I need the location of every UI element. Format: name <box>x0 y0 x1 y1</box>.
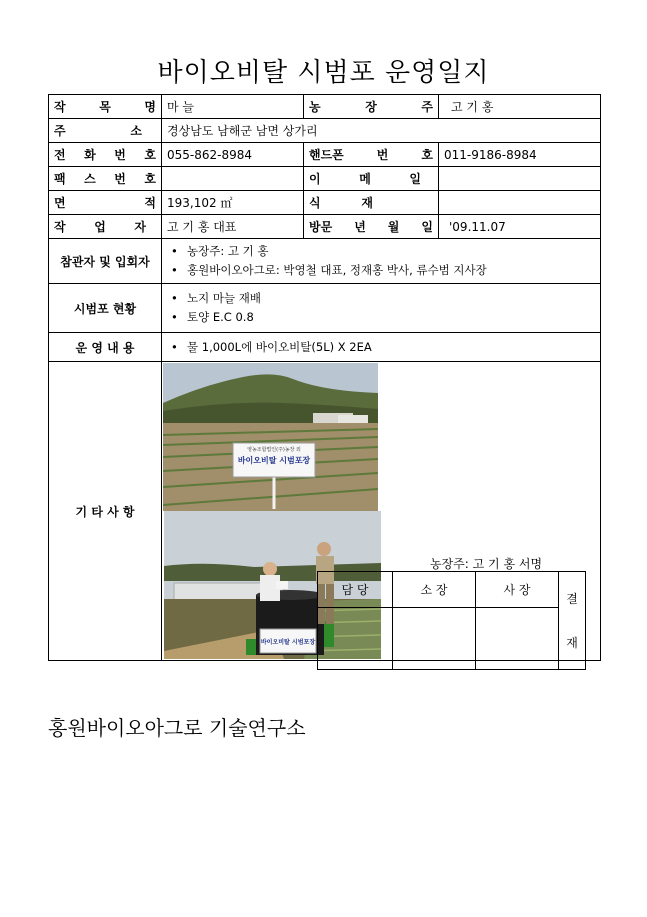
fax-label: 팩 스 번 호 <box>49 167 162 191</box>
fax-value <box>162 167 304 191</box>
owner-value: 고 기 홍 <box>439 95 601 119</box>
approval-sign-1[interactable] <box>318 608 393 670</box>
list-item: • 토양 E.C 0.8 <box>171 308 595 327</box>
owner-label: 농 장 주 <box>304 95 439 119</box>
approval-sign-2[interactable] <box>393 608 476 670</box>
worker-value: 고 기 홍 대표 <box>162 215 304 239</box>
list-item: • 물 1,000L에 바이오비탈(5L) X 2EA <box>171 338 595 357</box>
planting-label: 식 재 <box>304 191 439 215</box>
worker-label: 작 업 자 <box>49 215 162 239</box>
list-item: • 노지 마늘 재배 <box>171 289 595 308</box>
area-value: 193,102 ㎡ <box>162 191 304 215</box>
participants-value <box>162 239 601 284</box>
field-sign-title: 바이오비탈 시범포장 <box>237 456 311 465</box>
planting-value <box>439 191 601 215</box>
participants-label: 참관자 및 입회자 <box>49 239 162 284</box>
email-value <box>439 167 601 191</box>
page-title: 바이오비탈 시범포 운영일지 <box>157 58 490 88</box>
email-label: 이 메 일 <box>304 167 439 191</box>
list-item: • 홍원바이오아그로: 박영철 대표, 정재홍 박사, 류수범 지사장 <box>171 261 595 280</box>
approval-col-3: 사 장 <box>476 572 559 608</box>
approval-col-2: 소 장 <box>393 572 476 608</box>
tank-sign-text: 바이오비탈 시범포장 <box>260 639 316 646</box>
status-label: 시범포 현황 <box>49 284 162 333</box>
list-item: • 농장주: 고 기 홍 <box>171 242 595 261</box>
participants-list <box>167 242 595 280</box>
area-label: 면 적 <box>49 191 162 215</box>
owner-signature: 농장주: 고 기 홍 서명 <box>430 557 543 571</box>
label-crop: 작 목 명 <box>54 100 156 114</box>
approval-table <box>317 571 586 670</box>
phone-label: 전 화 번 호 <box>49 143 162 167</box>
visit-label: 방문 년 월 일 <box>304 215 439 239</box>
field-photo-image <box>163 363 378 511</box>
crop-value: 마 늘 <box>162 95 304 119</box>
operation-value <box>162 333 601 362</box>
approval-side-label: 결 재 <box>559 572 586 670</box>
operation-label: 운 영 내 용 <box>49 333 162 362</box>
field-sign-top: 영농조합법인(주)농장 외 <box>247 447 301 453</box>
mobile-label: 핸드폰 번 호 <box>304 143 439 167</box>
visit-value: '09.11.07 <box>439 215 601 239</box>
approval-sign-3[interactable] <box>476 608 559 670</box>
approval-col-1: 담 당 <box>318 572 393 608</box>
phone-value: 055-862-8984 <box>162 143 304 167</box>
other-label: 기 타 사 항 <box>49 362 162 661</box>
operation-list <box>167 338 595 357</box>
address-value: 경상남도 남해군 남면 상가리 <box>162 119 601 143</box>
status-list <box>167 289 595 327</box>
crop-label <box>49 95 162 119</box>
status-value <box>162 284 601 333</box>
address-label: 주 소 <box>49 119 162 143</box>
field-photo <box>163 363 378 511</box>
footer-org: 홍원바이오아그로 기술연구소 <box>48 716 306 740</box>
mobile-value: 011-9186-8984 <box>439 143 601 167</box>
